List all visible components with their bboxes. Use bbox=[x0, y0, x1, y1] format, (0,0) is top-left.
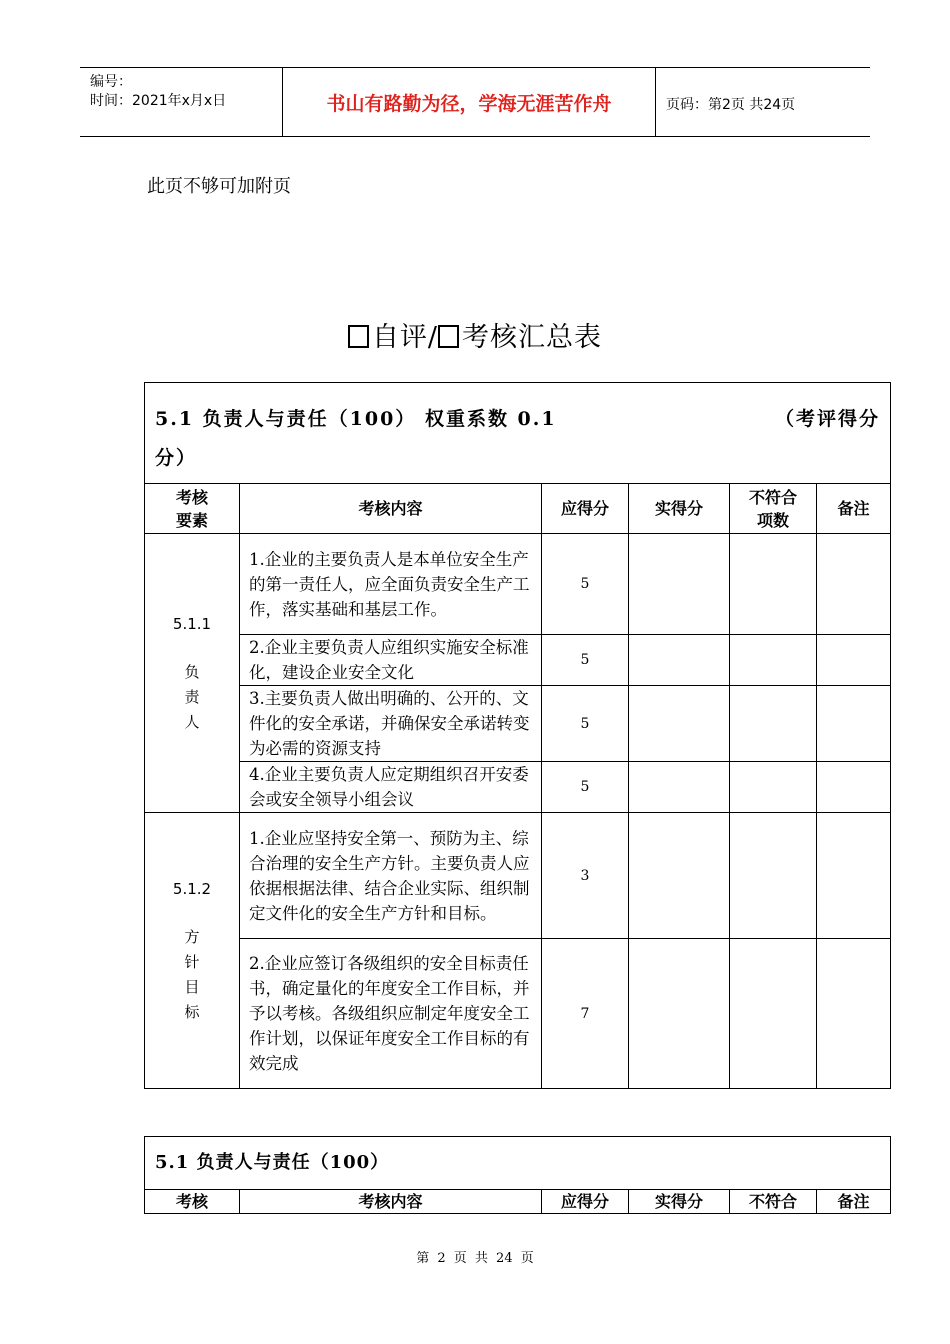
actual-score-cell[interactable] bbox=[629, 534, 730, 635]
actual-score-cell[interactable] bbox=[629, 686, 730, 762]
col-should-header: 应得分 bbox=[542, 484, 629, 534]
col-should-header: 应得分 bbox=[542, 1190, 629, 1214]
content-cell: 4.企业主要负责人应定期组织召开安委会或安全领导小组会议 bbox=[240, 762, 542, 813]
actual-score-cell[interactable] bbox=[629, 635, 730, 686]
element-name-char: 针 bbox=[184, 952, 200, 971]
noncomply-cell[interactable] bbox=[730, 813, 817, 939]
actual-score-cell[interactable] bbox=[629, 813, 730, 939]
col-actual-header: 实得分 bbox=[629, 484, 730, 534]
should-score: 7 bbox=[542, 939, 629, 1089]
summary-table-continued bbox=[144, 1136, 891, 1214]
table-row bbox=[145, 534, 891, 635]
section-heading: 5.1 负责人与责任（100） bbox=[145, 1137, 891, 1190]
page-title bbox=[0, 315, 950, 354]
element-name-char: 负 bbox=[184, 662, 200, 681]
header-date: 时间：2021年x月x日 bbox=[90, 93, 227, 109]
element-code: 5.1.2 bbox=[172, 879, 212, 898]
col-remark-header: 备注 bbox=[817, 1190, 891, 1214]
table-row bbox=[145, 762, 891, 813]
noncomply-cell[interactable] bbox=[730, 939, 817, 1089]
content-cell: 1.企业的主要负责人是本单位安全生产的第一责任人，应全面负责安全生产工作，落实基础和基层工作。 bbox=[240, 534, 542, 635]
actual-score-cell[interactable] bbox=[629, 939, 730, 1089]
table-row bbox=[145, 686, 891, 762]
section-heading bbox=[145, 383, 891, 484]
col-actual-header: 实得分 bbox=[629, 1190, 730, 1214]
element-cell bbox=[145, 534, 240, 813]
actual-score-cell[interactable] bbox=[629, 762, 730, 813]
should-score: 5 bbox=[542, 635, 629, 686]
col-content-header: 考核内容 bbox=[240, 1190, 542, 1214]
content-cell: 2.企业应签订各级组织的安全目标责任书，确定量化的年度安全工作目标，并予以考核。各级组织应制定年度安全工作计划，以保证年度安全工作目标的有效完成 bbox=[240, 939, 542, 1089]
should-score: 3 bbox=[542, 813, 629, 939]
page-footer: 第 2 页 共 24 页 bbox=[416, 1251, 534, 1266]
col-noncomply-line1: 不符合 bbox=[748, 487, 797, 507]
col-element-header bbox=[145, 484, 240, 534]
self-eval-checkbox[interactable] bbox=[348, 325, 369, 348]
content-cell: 2.企业主要负责人应组织实施安全标准化，建设企业安全文化 bbox=[240, 635, 542, 686]
col-remark-header: 备注 bbox=[817, 484, 891, 534]
section-score-close: 分） bbox=[155, 447, 198, 469]
header-number-label: 编号： bbox=[90, 74, 132, 90]
should-score: 5 bbox=[542, 762, 629, 813]
element-name-char: 方 bbox=[184, 927, 200, 946]
col-noncomply-header bbox=[730, 484, 817, 534]
assess-checkbox[interactable] bbox=[438, 325, 459, 348]
element-code: 5.1.1 bbox=[172, 614, 212, 633]
remark-cell[interactable] bbox=[817, 813, 891, 939]
should-score: 5 bbox=[542, 686, 629, 762]
element-name-char: 人 bbox=[184, 712, 200, 731]
col-element-header: 考核 bbox=[145, 1190, 240, 1214]
content-cell: 3.主要负责人做出明确的、公开的、文件化的安全承诺，并确保安全承诺转变为必需的资源支持 bbox=[240, 686, 542, 762]
section-title: 5.1 负责人与责任（100） 权重系数 0.1 bbox=[155, 408, 557, 430]
noncomply-cell[interactable] bbox=[730, 534, 817, 635]
table-row bbox=[145, 813, 891, 939]
remark-cell[interactable] bbox=[817, 939, 891, 1089]
remark-cell[interactable] bbox=[817, 635, 891, 686]
col-element-line2: 要素 bbox=[175, 510, 208, 530]
col-content-header: 考核内容 bbox=[240, 484, 542, 534]
element-name-char: 目 bbox=[184, 977, 200, 996]
table-row bbox=[145, 939, 891, 1089]
header-page-info: 页码：第2页 共24页 bbox=[666, 97, 796, 113]
header-motto: 书山有路勤为径，学海无涯苦作舟 bbox=[282, 68, 656, 136]
content-cell: 1.企业应坚持安全第一、预防为主、综合治理的安全生产方针。主要负责人应依据根据法律、结合企业实际、组织制定文件化的安全生产方针和目标。 bbox=[240, 813, 542, 939]
element-name-char: 责 bbox=[184, 687, 200, 706]
append-note: 此页不够可加附页 bbox=[147, 176, 291, 197]
summary-table bbox=[144, 382, 891, 1089]
title-self-eval: 自评/ bbox=[371, 322, 439, 353]
should-score: 5 bbox=[542, 534, 629, 635]
element-name-char: 标 bbox=[184, 1002, 200, 1021]
section-score-open: （考评得分 bbox=[775, 408, 881, 430]
title-assess: 考核汇总表 bbox=[462, 322, 603, 353]
table-row bbox=[145, 635, 891, 686]
remark-cell[interactable] bbox=[817, 686, 891, 762]
col-noncomply-line2: 项数 bbox=[756, 510, 789, 530]
noncomply-cell[interactable] bbox=[730, 762, 817, 813]
noncomply-cell[interactable] bbox=[730, 635, 817, 686]
noncomply-cell[interactable] bbox=[730, 686, 817, 762]
remark-cell[interactable] bbox=[817, 762, 891, 813]
col-noncomply-header: 不符合 bbox=[730, 1190, 817, 1214]
page-header bbox=[80, 67, 870, 137]
element-cell bbox=[145, 813, 240, 1089]
col-element-line1: 考核 bbox=[175, 487, 208, 507]
remark-cell[interactable] bbox=[817, 534, 891, 635]
header-meta bbox=[80, 68, 282, 136]
